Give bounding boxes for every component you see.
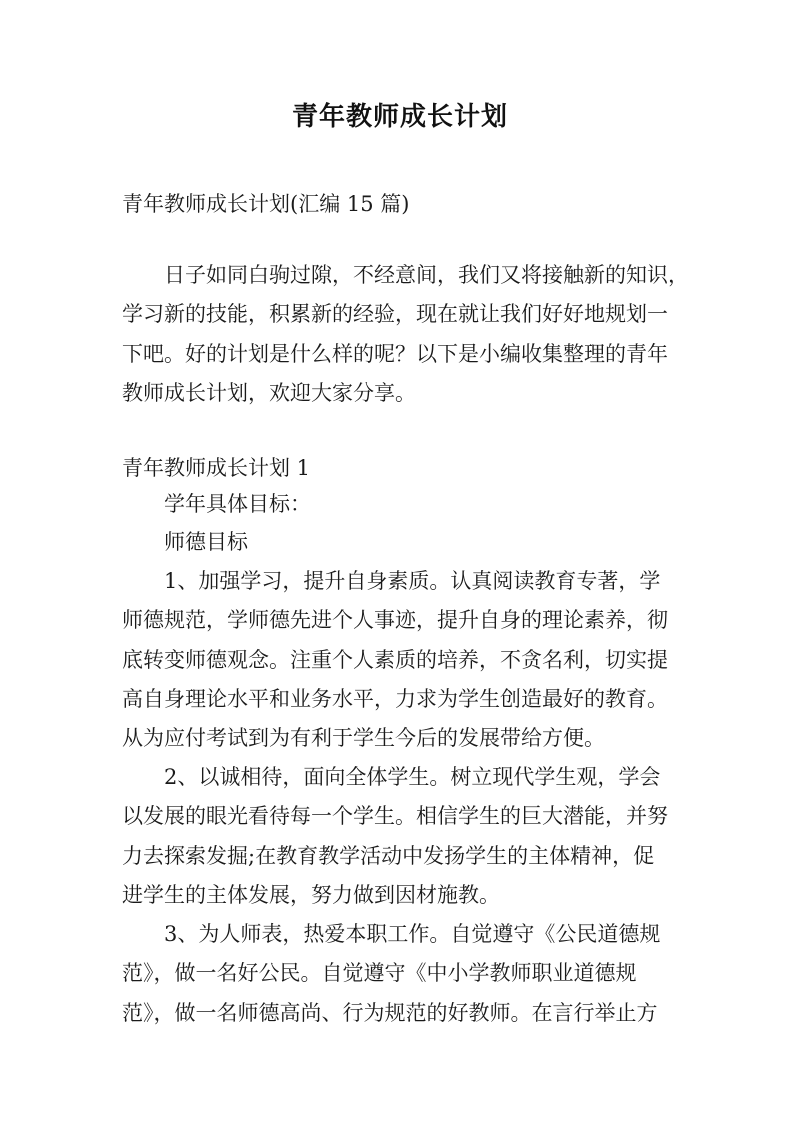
section-heading: 青年教师成长计划 1	[122, 456, 311, 480]
item-1-line: 师德规范，学师德先进个人事迹，提升自身的理论素养，彻	[122, 608, 668, 633]
intro-line: 学习新的技能，积累新的经验，现在就让我们好好地规划一	[122, 302, 668, 327]
item-2-paragraph	[122, 758, 682, 915]
intro-line: 日子如同白驹过隙，不经意间，我们又将接触新的知识，	[164, 263, 689, 287]
intro-line: 教师成长计划，欢迎大家分享。	[122, 380, 416, 405]
item-3-line: 3、为人师表，热爱本职工作。自觉遵守《公民道德规	[164, 922, 661, 946]
item-1-line: 从为应付考试到为有利于学生今后的发展带给方便。	[122, 726, 605, 751]
intro-line: 下吧。好的计划是什么样的呢？以下是小编收集整理的青年	[122, 341, 668, 366]
document-subtitle: 青年教师成长计划(汇编 15 篇)	[122, 192, 410, 216]
item-1-line: 高自身理论水平和业务水平，力求为学生创造最好的教育。	[122, 686, 668, 711]
item-2-line: 进学生的主体发展，努力做到因材施教。	[122, 882, 500, 907]
intro-paragraph	[122, 256, 689, 413]
item-3-line: 范》，做一名师德高尚、行为规范的好教师。在言行举止方	[122, 1000, 658, 1025]
goal-label: 学年具体目标：	[164, 492, 311, 516]
item-2-line: 2、以诚相待，面向全体学生。树立现代学生观，学会	[164, 765, 661, 789]
item-3-paragraph	[122, 915, 682, 1033]
item-1-line: 1、加强学习，提升自身素质。认真阅读教育专著，学	[164, 569, 661, 593]
item-3-line: 范》，做一名好公民。自觉遵守《中小学教师职业道德规	[122, 961, 637, 986]
item-2-line: 以发展的眼光看待每一个学生。相信学生的巨大潜能，并努	[122, 804, 668, 829]
item-1-paragraph	[122, 562, 682, 758]
item-2-line: 力去探索发掘;在教育教学活动中发扬学生的主体精神，促	[122, 843, 655, 868]
item-1-line: 底转变师德观念。注重个人素质的培养，不贪名利，切实提	[122, 647, 668, 672]
document-title: 青年教师成长计划	[291, 102, 508, 132]
ethics-label: 师德目标	[164, 530, 248, 554]
